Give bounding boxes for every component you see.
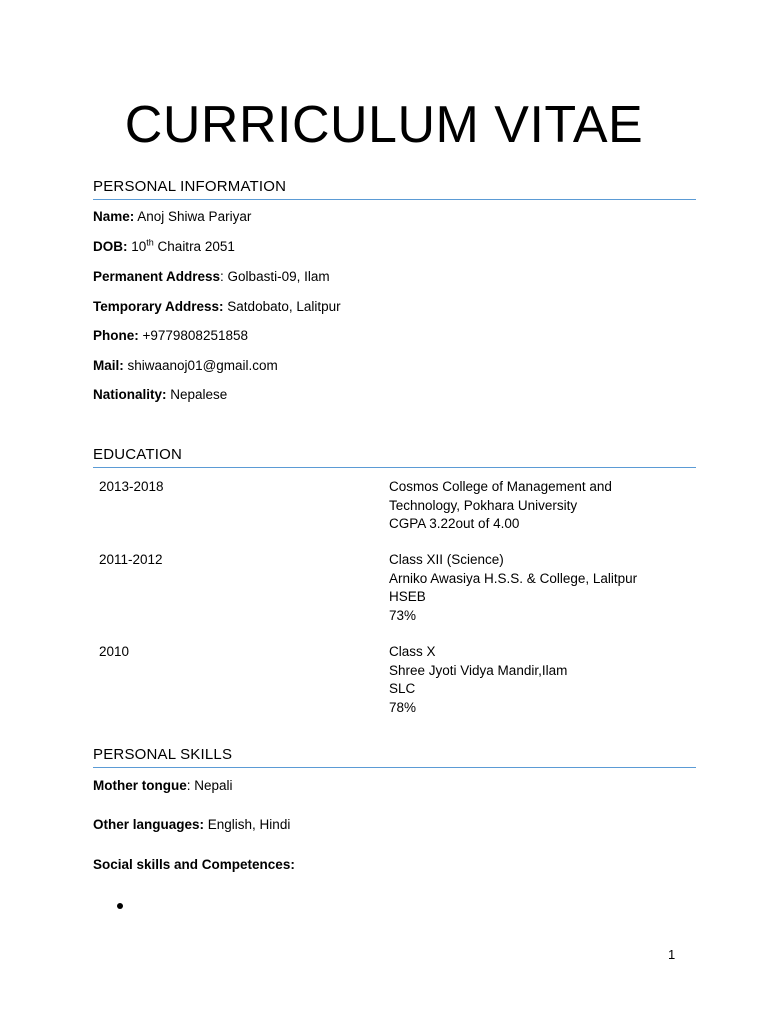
education-detail-line: Shree Jyoti Vidya Mandir,Ilam — [389, 662, 568, 678]
education-detail-line: CGPA 3.22out of 4.00 — [389, 516, 520, 531]
other-languages-label: Other languages: — [93, 817, 205, 832]
permanent-address-label: Permanent Address — [93, 269, 221, 284]
education-detail-line: HSEB — [389, 589, 426, 604]
permanent-address-value: : Golbasti-09, Ilam — [220, 269, 330, 284]
personal-skills-heading: PERSONAL SKILLS — [93, 745, 696, 768]
education-detail-line: 78% — [389, 699, 417, 715]
education-detail-line: Technology, Pokhara University — [389, 497, 578, 513]
permanent-address-row — [93, 268, 330, 286]
education-details — [389, 551, 637, 625]
education-detail-line: Class X — [389, 644, 436, 659]
name-row — [93, 208, 251, 226]
temporary-address-row — [93, 298, 341, 316]
education-details — [389, 643, 567, 717]
phone-value: +9779808251858 — [138, 328, 248, 343]
mother-tongue-value: : Nepali — [186, 778, 233, 793]
phone-label: Phone: — [93, 328, 139, 343]
mail-label: Mail: — [93, 358, 124, 373]
temporary-address-value: Satdobato, Lalitpur — [223, 299, 341, 314]
education-detail-line: Arniko Awasiya H.S.S. & College, Lalitpur — [389, 570, 638, 586]
nationality-value: Nepalese — [166, 387, 228, 402]
dob-rest: Chaitra 2051 — [153, 239, 235, 254]
education-detail-line: Class XII (Science) — [389, 552, 504, 567]
dob-row — [93, 238, 235, 256]
document-title: CURRICULUM VITAE — [124, 96, 644, 154]
temporary-address-label: Temporary Address: — [93, 299, 224, 314]
bullet-point — [117, 903, 123, 909]
education-detail-line: Cosmos College of Management and — [389, 479, 612, 494]
mail-row — [93, 357, 278, 375]
education-year: 2010 — [99, 644, 130, 659]
education-heading: EDUCATION — [93, 445, 696, 468]
personal-information-heading: PERSONAL INFORMATION — [93, 177, 696, 200]
name-label: Name: — [93, 209, 135, 224]
mother-tongue-label: Mother tongue — [93, 778, 187, 793]
education-details — [389, 478, 612, 534]
education-year: 2011-2012 — [99, 552, 163, 567]
nationality-label: Nationality: — [93, 387, 167, 402]
education-detail-line: 73% — [389, 607, 417, 623]
phone-row — [93, 327, 248, 345]
social-skills-label: Social skills and Competences: — [93, 857, 295, 872]
social-skills-row — [93, 856, 295, 874]
other-languages-value: English, Hindi — [204, 817, 291, 832]
dob-day: 10 — [127, 239, 147, 254]
nationality-row — [93, 386, 227, 404]
dob-superscript: th — [146, 237, 154, 248]
mail-value: shiwaanoj01@gmail.com — [123, 358, 278, 373]
mother-tongue-row — [93, 777, 233, 795]
education-detail-line: SLC — [389, 681, 416, 696]
other-languages-row — [93, 816, 290, 834]
education-year: 2013-2018 — [99, 479, 164, 494]
page-number: 1 — [668, 947, 676, 962]
name-value: Anoj Shiwa Pariyar — [134, 209, 252, 224]
dob-label: DOB: — [93, 239, 128, 254]
